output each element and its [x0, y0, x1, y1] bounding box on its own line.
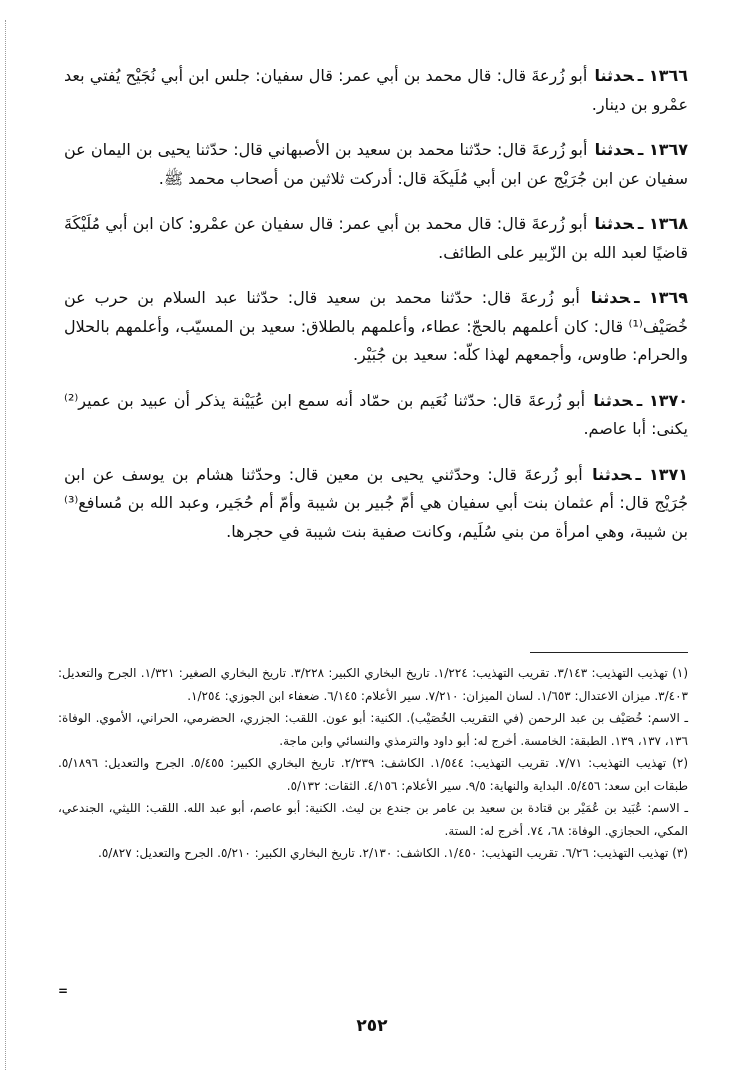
hadith-entry	[64, 136, 688, 193]
entry-number: ١٣٦٩ ـ	[634, 288, 688, 307]
entry-number: ١٣٦٨ ـ	[637, 214, 688, 233]
hadith-label: حدثنا	[590, 288, 631, 307]
hadith-entry	[64, 387, 688, 444]
footnote-references: (٣) تهذيب التهذيب: ٦/٢٦. تقريب التهذيب: ١/٤٥٠. الكاشف: ٢/١٣٠. تاريخ البخاري الكبير: ٥/٢١٠. الجرح والتعديل: ٥/٨٢٧.	[98, 846, 688, 860]
entry-text: أبو زُرعةَ قال: حدّثنا محمد بن سعيد بن الأصبهاني قال: حدّثنا يحيى بن اليمان عن سفيان عن ابن جُرَيْج عن ابن أبي مُلَيكَة قال: أدركت ثلاثين من أصحاب محمد ﷺ.	[64, 140, 688, 188]
entry-number: ١٣٦٦ ـ	[637, 66, 688, 85]
entry-number: ١٣٦٧ ـ	[637, 140, 688, 159]
hadith-entry	[64, 62, 688, 119]
entry-number: ١٣٧٠ ـ	[636, 390, 688, 410]
hadith-label: حدثنا	[594, 214, 634, 233]
hadith-entry	[64, 461, 688, 547]
hadith-label: حدثنا	[594, 66, 634, 85]
footnote-separator	[530, 652, 688, 653]
footnotes	[58, 662, 688, 865]
entry-text: أبو زُرعةَ قال: حدّثنا نُعَيم بن حمّاد أنه سمع ابن عُيَيْنة يذكر أن عبيد بن عمير⁽²⁾ يكنى: أبا عاصم.	[64, 390, 688, 438]
hadith-entry	[64, 210, 688, 267]
continuation-mark: =	[58, 984, 69, 998]
hadith-entry	[64, 284, 688, 370]
hadith-label: حدثنا	[594, 140, 634, 159]
footnote-references: (١) تهذيب التهذيب: ٣/١٤٣. تقريب التهذيب: ١/٢٢٤. تاريخ البخاري الكبير: ٣/٢٢٨. تاريخ البخاري الصغير: ١/٣٢١. الجرح والتعديل: ٣/٤٠٣. ميزان الاعتدال: ١/٦٥٣. لسان الميزان: ٧/٢١٠. سير الأعلام: ٦/١٤٥. ضعفاء ابن الجوزي: ١/٢٥٤.	[58, 666, 688, 703]
footnote-name-details: ـ الاسم: خُصَيْف بن عبد الرحمن (في التقريب الخُصَيْب). الكنية: أبو عون. اللقب: الجزري، الحضرمي، الحراني، الأموي. الوفاة: ١٣٦، ١٣٧، ١٣٩. الطبقة: الخامسة. أخرج له: أبو داود والترمذي والنسائي وابن ماجة.	[58, 711, 688, 748]
hadith-label: حدثنا	[592, 464, 632, 484]
footnote-name-details: ـ الاسم: عُبَيد بن عُمَيْر بن قتادة بن سعيد بن عامر بن جندع بن ليث. الكنية: أبو عاصم، أبو عبد الله. اللقب: الليثي، الجندعي، المكي، الحجازي. الوفاة: ٦٨، ٧٤. أخرج له: الستة.	[58, 801, 688, 838]
footnote-references: (٢) تهذيب التهذيب: ٧/٧١. تقريب التهذيب: ١/٥٤٤. الكاشف: ٢/٢٣٩. تاريخ البخاري الكبير: ٥/٤٥٥. الجرح والتعديل: ٥/١٨٩٦. طبقات ابن سعد: ٥/٤٥٦. البداية والنهاية: ٩/٥. سير الأعلام: ٤/١٥٦. الثقات: ٥/١٣٢.	[58, 756, 688, 793]
entry-text: أبو زُرعةَ قال: وحدّثني يحيى بن معين قال: وحدّثنا هشام بن يوسف عن ابن جُرَيْج قال: أم عثمان بنت أبي سفيان هي أمّ جُبير بن شيبة وأمّ أم حُجَير، وعبد الله بن مُسافع⁽³⁾ بن شيبة، وهي امرأة من بني سُلَيم، وكانت صفية بنت شيبة في حجرها.	[64, 464, 688, 541]
page-number: ٢٥٢	[356, 1016, 388, 1036]
entry-text: أبو زُرعةَ قال: قال محمد بن أبي عمر: قال سفيان عن عمْرو: كان ابن أبي مُلَيْكَةَ قاضيًا لعبد الله بن الزّبير على الطائف.	[64, 214, 688, 262]
main-text	[64, 62, 688, 563]
entry-number: ١٣٧١ ـ	[635, 464, 689, 484]
margin-dotted-line	[5, 20, 8, 1070]
entry-text: أبو زُرعةَ قال: قال محمد بن أبي عمر: قال سفيان: جلس ابن أبي نُجَيْح يُفتي بعد عمْرو بن دينار.	[64, 66, 688, 114]
entry-text: أبو زُرعةَ قال: حدّثنا محمد بن سعيد قال: حدّثنا عبد السلام بن حرب عن خُصَيْف⁽¹⁾ قال: كان أعلمهم بالحجّ: عطاء، وأعلمهم بالطلاق: سعيد بن المسيّب، وأعلمهم بالحلال والحرام: طاوس، وأجمعهم لهذا كلّه: سعيد بن جُبَيْر.	[64, 288, 688, 364]
hadith-label: حدثنا	[593, 390, 633, 410]
